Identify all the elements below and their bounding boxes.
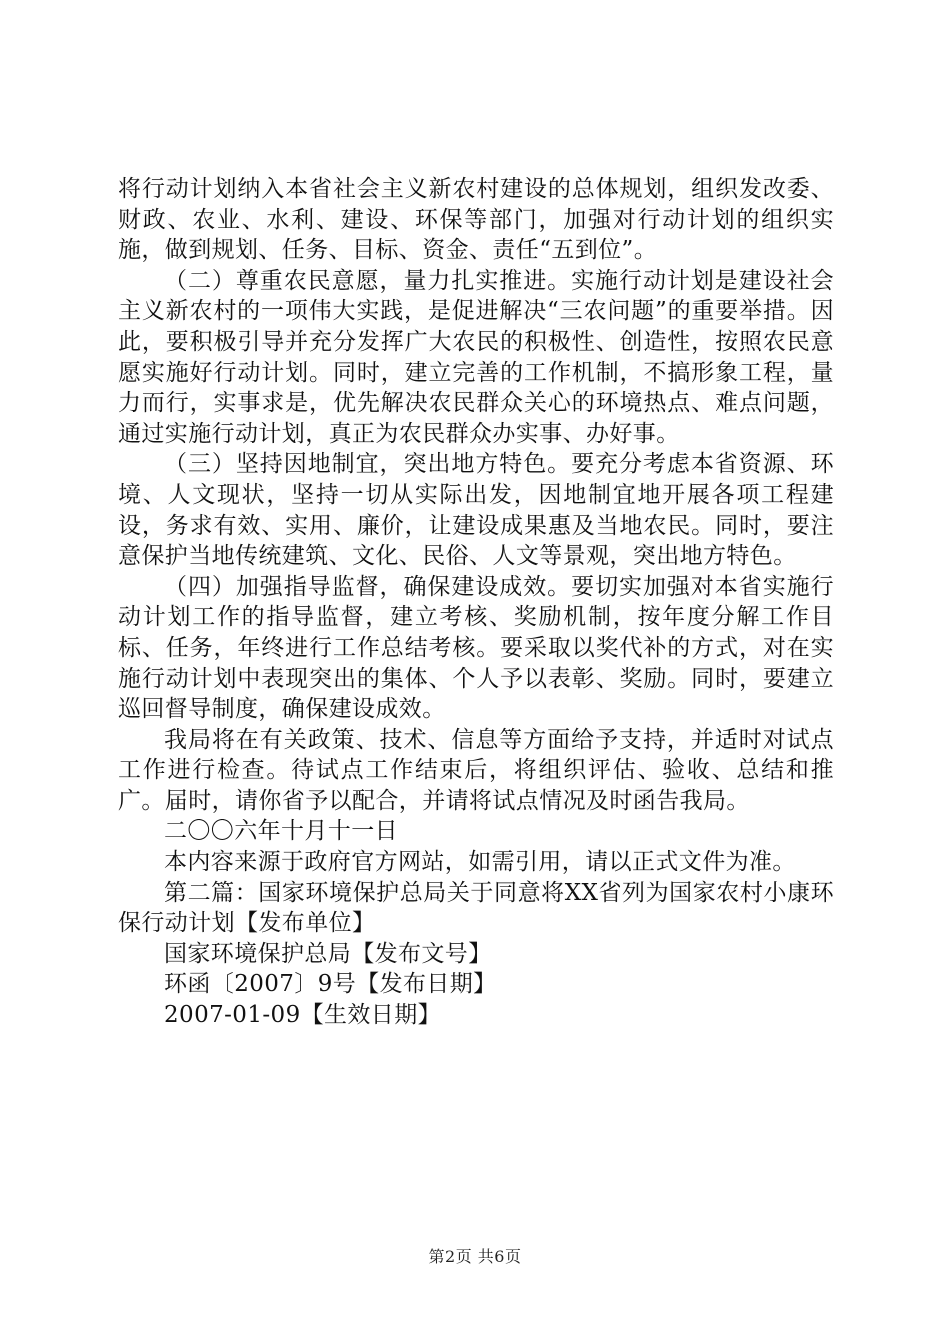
document-body — [118, 174, 834, 1031]
paragraph-section-two: （二）尊重农民意愿，量力扎实推进。实施行动计划是建设社会主义新农村的一项伟大实践，是促进解决“三农问题”的重要举措。因此，要积极引导并充分发挥广大农民的积极性、创造性，按照农民意愿实施好行动计划。同时，建立完善的工作机制，不搞形象工程，量力而行，实事求是，优先解决农民群众关心的环境热点、难点问题，通过实施行动计划，真正为农民群众办实事、办好事。 — [118, 267, 834, 447]
page-number-footer: 第2页 共6页 — [428, 1247, 522, 1266]
document-number: 环函〔2007〕9号【发布日期】 — [164, 971, 497, 998]
issuing-unit: 国家环境保护总局【发布文号】 — [164, 940, 492, 967]
part-two-title: 第二篇：国家环境保护总局关于同意将XX省列为国家农村小康环保行动计划【发布单位】 — [118, 879, 834, 937]
paragraph-support: 我局将在有关政策、技术、信息等方面给予支持，并适时对试点工作进行检查。待试点工作结束后，将组织评估、验收、总结和推广。届时，请你省予以配合，并请将试点情况及时函告我局。 — [118, 726, 834, 814]
source-note: 本内容来源于政府官方网站，如需引用，请以正式文件为准。 — [164, 849, 796, 876]
paragraph-section-four: （四）加强指导监督，确保建设成效。要切实加强对本省实施行动计划工作的指导监督，建立考核、奖励机制，按年度分解工作目标、任务，年终进行工作总结考核。要采取以奖代补的方式，对在实施行动计划中表现突出的集体、个人予以表彰、奖励。同时，要建立巡回督导制度，确保建设成效。 — [118, 573, 834, 723]
paragraph-section-three: （三）坚持因地制宜，突出地方特色。要充分考虑本省资源、环境、人文现状，坚持一切从实际出发，因地制宜地开展各项工程建设，务求有效、实用、廉价，让建设成果惠及当地农民。同时，要注意保护当地传统建筑、文化、民俗、人文等景观，突出地方特色。 — [118, 451, 834, 570]
paragraph-planning: 将行动计划纳入本省社会主义新农村建设的总体规划，组织发改委、财政、农业、水利、建设、环保等部门，加强对行动计划的组织实施，做到规划、任务、目标、资金、责任“五到位”。 — [118, 176, 834, 264]
publish-date: 2007-01-09【生效日期】 — [164, 1002, 442, 1029]
document-date: 二〇〇六年十月十一日 — [164, 818, 398, 845]
